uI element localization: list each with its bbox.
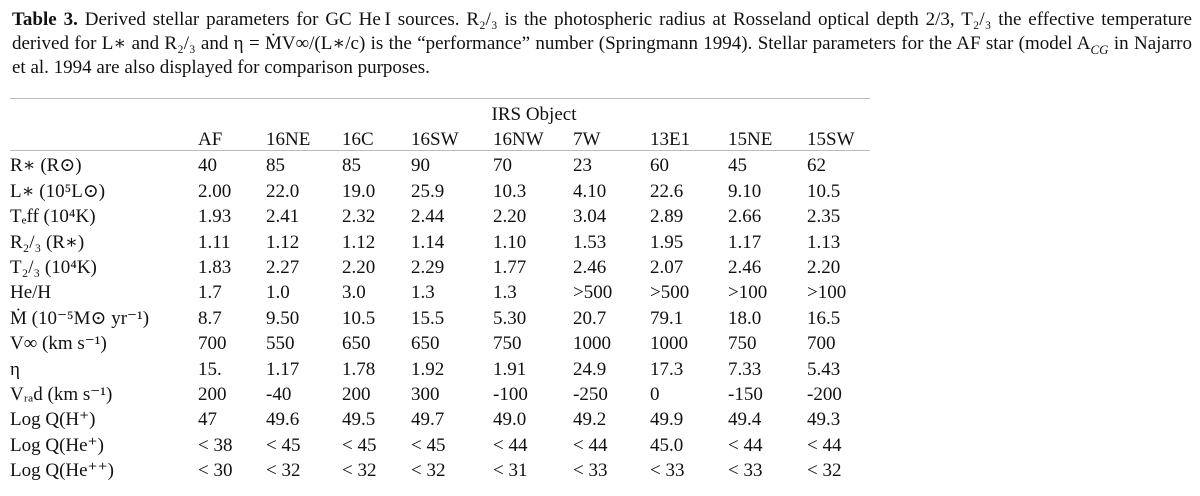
table-cell: 22.0: [266, 180, 300, 202]
table-cell: 49.7: [411, 409, 445, 431]
table-cell: 4.10: [573, 180, 607, 202]
table-cell: < 44: [728, 434, 763, 456]
table-cell: 1.83: [198, 257, 232, 279]
table-cell: 750: [493, 333, 522, 355]
table-cell: < 45: [411, 434, 446, 456]
table-cell: < 44: [573, 434, 608, 456]
table-cell: < 32: [342, 460, 377, 482]
table-cell: 2.35: [807, 206, 841, 228]
table-cell: < 32: [807, 460, 842, 482]
table-cell: 49.4: [728, 409, 762, 431]
row-label: He/H: [10, 282, 52, 304]
column-header: 16NE: [266, 129, 311, 151]
table-cell: >100: [728, 282, 768, 304]
table-cell: < 45: [342, 434, 377, 456]
table-cell: 62: [807, 155, 826, 177]
column-header: 7W: [573, 129, 601, 151]
table-row: [10, 382, 870, 407]
data-table: [10, 102, 870, 484]
table-body: [10, 153, 870, 483]
table-cell: 1.14: [411, 231, 445, 253]
table-cell: 7.33: [728, 358, 762, 380]
column-header: 16C: [342, 129, 374, 151]
table-cell: -250: [573, 384, 608, 406]
table-cell: < 44: [493, 434, 528, 456]
table-cell: 0: [650, 384, 660, 406]
row-label: Log Q(He⁺): [10, 434, 104, 456]
table-cell: < 44: [807, 434, 842, 456]
table-row: [10, 255, 870, 280]
table-cell: 2.07: [650, 257, 684, 279]
table-row: [10, 230, 870, 255]
caption-label: Table 3.: [12, 9, 78, 30]
table-cell: 2.89: [650, 206, 684, 228]
table-cell: -200: [807, 384, 842, 406]
table-cell: 750: [728, 333, 757, 355]
table-cell: 1.92: [411, 358, 445, 380]
group-header-row: [10, 102, 870, 127]
table-cell: >500: [650, 282, 690, 304]
table-cell: 9.50: [266, 307, 300, 329]
table-cell: 20.7: [573, 307, 607, 329]
table-row: [10, 407, 870, 432]
table-cell: 1.17: [728, 231, 762, 253]
row-label: Log Q(H⁺): [10, 409, 96, 431]
table-cell: 1.0: [266, 282, 290, 304]
row-label-header: [10, 127, 198, 153]
table-cell: 2.66: [728, 206, 762, 228]
table-cell: 700: [807, 333, 836, 355]
column-header: 15NE: [728, 129, 773, 151]
table-cell: 2.29: [411, 257, 445, 279]
table-cell: 1.12: [266, 231, 300, 253]
table-row: [10, 179, 870, 204]
table-cell: 49.2: [573, 409, 607, 431]
table-cell: -150: [728, 384, 763, 406]
group-header: IRS Object: [491, 103, 577, 125]
table-cell: 79.1: [650, 307, 684, 329]
table-cell: 22.6: [650, 180, 684, 202]
table-cell: 70: [493, 155, 512, 177]
column-header: 13E1: [650, 129, 691, 151]
row-label: η: [10, 358, 20, 380]
row-label: V∞ (km s⁻¹): [10, 333, 107, 355]
table-cell: < 38: [198, 434, 233, 456]
caption-tail: in Najarro et al. 1994 are also displayed for comparison purposes.: [12, 33, 1192, 78]
table-row: [10, 204, 870, 229]
caption-subscript: CG: [1090, 41, 1109, 57]
table-cell: 49.3: [807, 409, 841, 431]
column-header: AF: [198, 129, 223, 151]
column-header: 16NW: [493, 129, 544, 151]
table-cell: 18.0: [728, 307, 762, 329]
table-cell: 200: [342, 384, 371, 406]
table-cell: 5.43: [807, 358, 841, 380]
table-cell: 2.46: [728, 257, 762, 279]
table-cell: 10.5: [807, 180, 841, 202]
row-label: R∗ (R⊙): [10, 155, 82, 177]
table-cell: 40: [198, 155, 217, 177]
table-cell: 2.44: [411, 206, 445, 228]
table-cell: 1.93: [198, 206, 232, 228]
table-cell: 5.30: [493, 307, 527, 329]
table-cell: 90: [411, 155, 430, 177]
table-cell: 1.7: [198, 282, 222, 304]
table-cell: 650: [411, 333, 440, 355]
table-cell: 2.46: [573, 257, 607, 279]
table-cell: 19.0: [342, 180, 376, 202]
table-cell: 2.41: [266, 206, 300, 228]
table-cell: 9.10: [728, 180, 762, 202]
table-cell: 24.9: [573, 358, 607, 380]
table-cell: 10.5: [342, 307, 376, 329]
table-cell: 10.3: [493, 180, 527, 202]
table-cell: < 31: [493, 460, 528, 482]
table-cell: 1.3: [493, 282, 517, 304]
table-cell: 1.13: [807, 231, 841, 253]
table-cell: 45: [728, 155, 747, 177]
table-cell: 17.3: [650, 358, 684, 380]
table-cell: 2.20: [807, 257, 841, 279]
column-header: 15SW: [807, 129, 855, 151]
table-cell: 85: [342, 155, 361, 177]
top-rule: [10, 98, 870, 99]
table-cell: 3.04: [573, 206, 607, 228]
caption-text: Derived stellar parameters for GC He I sources. R₂/₃ is the photospheric radius at Rosseland optical depth 2/3, T₂/₃ the effective temperature derived for L∗ and R₂/₃ and η = ṀV∞/(L∗/c) is the “performance” number (Springmann 1994). Stellar parameters for the AF star (model A: [12, 9, 1192, 54]
table-cell: 2.20: [493, 206, 527, 228]
table-cell: 200: [198, 384, 227, 406]
table-row: [10, 306, 870, 331]
table-cell: < 32: [266, 460, 301, 482]
table-cell: 2.27: [266, 257, 300, 279]
table-row: [10, 331, 870, 356]
table-cell: 1.53: [573, 231, 607, 253]
row-label: Tₑff (10⁴K): [10, 206, 96, 228]
table-cell: < 30: [198, 460, 233, 482]
table-cell: 60: [650, 155, 669, 177]
row-label: T₂/₃ (10⁴K): [10, 257, 97, 279]
table-cell: 85: [266, 155, 285, 177]
table-cell: 1.3: [411, 282, 435, 304]
table-cell: 1000: [650, 333, 688, 355]
column-header: 16SW: [411, 129, 459, 151]
table-cell: 2.20: [342, 257, 376, 279]
row-label: Log Q(He⁺⁺): [10, 460, 114, 482]
table-cell: 49.0: [493, 409, 527, 431]
table-row: [10, 458, 870, 483]
table-cell: 45.0: [650, 434, 684, 456]
table-caption: [12, 8, 1192, 80]
table-cell: 1.78: [342, 358, 376, 380]
table-row: [10, 433, 870, 458]
table-cell: < 32: [411, 460, 446, 482]
table-cell: 49.5: [342, 409, 376, 431]
table-cell: 1000: [573, 333, 611, 355]
table-cell: 650: [342, 333, 371, 355]
table-cell: 1.11: [198, 231, 231, 253]
table-cell: >500: [573, 282, 613, 304]
table-cell: 300: [411, 384, 440, 406]
table-cell: < 45: [266, 434, 301, 456]
table-cell: 15.5: [411, 307, 445, 329]
table-cell: -100: [493, 384, 528, 406]
table-cell: 25.9: [411, 180, 445, 202]
table-cell: 1.77: [493, 257, 527, 279]
row-label: L∗ (10⁵L⊙): [10, 180, 106, 202]
table-cell: 1.10: [493, 231, 527, 253]
table-cell: 700: [198, 333, 227, 355]
table-cell: < 33: [728, 460, 763, 482]
table-cell: 49.9: [650, 409, 684, 431]
table-cell: >100: [807, 282, 847, 304]
table-row: [10, 280, 870, 305]
row-label: Vᵣₐd (km s⁻¹): [10, 384, 113, 406]
table-row: [10, 153, 870, 178]
row-label: R₂/₃ (R∗): [10, 231, 85, 253]
table-cell: 15.: [198, 358, 222, 380]
table-cell: 47: [198, 409, 217, 431]
table-cell: 16.5: [807, 307, 841, 329]
table-cell: -40: [266, 384, 292, 406]
table-cell: 550: [266, 333, 295, 355]
table-cell: < 33: [650, 460, 685, 482]
table-cell: 1.12: [342, 231, 376, 253]
table-cell: 2.32: [342, 206, 376, 228]
column-header-row: [10, 127, 870, 153]
row-label: Ṁ (10⁻⁵M⊙ yr⁻¹): [10, 307, 150, 329]
table-cell: 49.6: [266, 409, 300, 431]
table-cell: 23: [573, 155, 592, 177]
table-cell: 1.95: [650, 231, 684, 253]
table-cell: < 33: [573, 460, 608, 482]
table-row: [10, 357, 870, 382]
table-cell: 3.0: [342, 282, 366, 304]
table-cell: 1.91: [493, 358, 527, 380]
table-cell: 2.00: [198, 180, 232, 202]
table-cell: 8.7: [198, 307, 222, 329]
table-cell: 1.17: [266, 358, 300, 380]
